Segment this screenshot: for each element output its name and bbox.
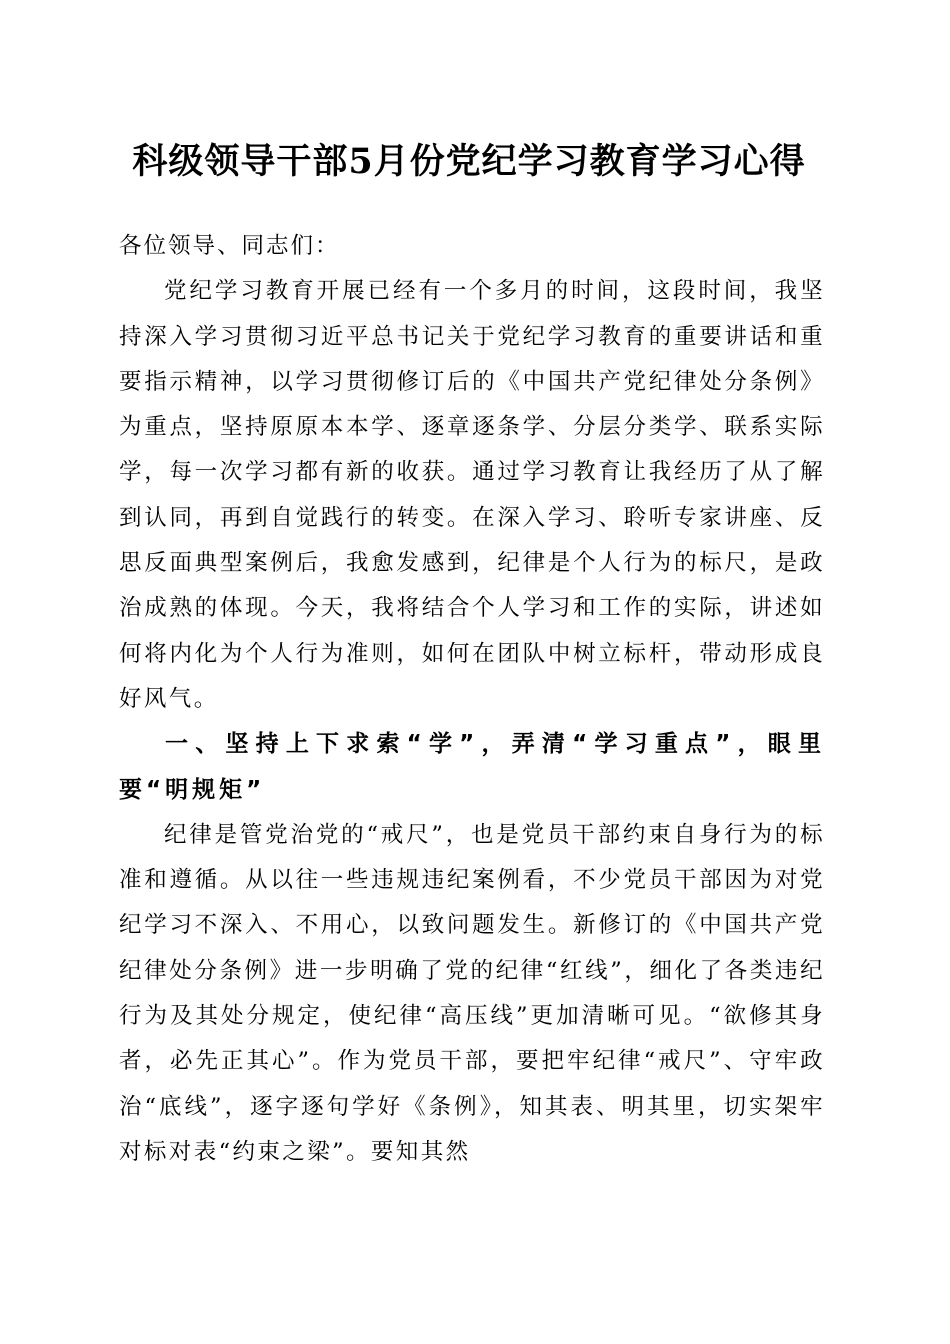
salutation: 各位领导、同志们： — [119, 233, 340, 259]
section-heading-1: 一、坚持上下求索“学”，弄清“学习重点”，眼里要“明规矩” — [119, 731, 825, 803]
document-page — [119, 140, 825, 1175]
body-paragraph-2: 纪律是管党治党的“戒尺”，也是党员干部约束自身行为的标准和遵循。从以往一些违规违纪案例看，不少党员干部因为对党纪学习不深入、不用心，以致问题发生。新修订的《中国共产党纪律处分条例》进一步明确了党的纪律“红线”，细化了各类违纪行为及其处分规定，使纪律“高压线”更加清晰可见。“欲修其身者，必先正其心”。作为党员干部，要把牢纪律“戒尺”、守牢政治“底线”，逐字逐句学好《条例》，知其表、明其里，切实架牢对标对表“约束之梁”。要知其然 — [119, 821, 825, 1165]
body-paragraph-1: 党纪学习教育开展已经有一个多月的时间，这段时间，我坚持深入学习贯彻习近平总书记关于党纪学习教育的重要讲话和重要指示精神，以学习贯彻修订后的《中国共产党纪律处分条例》为重点，坚持原原本本学、逐章逐条学、分层分类学、联系实际学，每一次学习都有新的收获。通过学习教育让我经历了从了解到认同，再到自觉践行的转变。在深入学习、聆听专家讲座、反思反面典型案例后，我愈发感到，纪律是个人行为的标尺，是政治成熟的体现。今天，我将结合个人学习和工作的实际，讲述如何将内化为个人行为准则，如何在团队中树立标杆，带动形成良好风气。 — [119, 278, 825, 712]
document-title: 科级领导干部5月份党纪学习教育学习心得 — [132, 141, 806, 182]
